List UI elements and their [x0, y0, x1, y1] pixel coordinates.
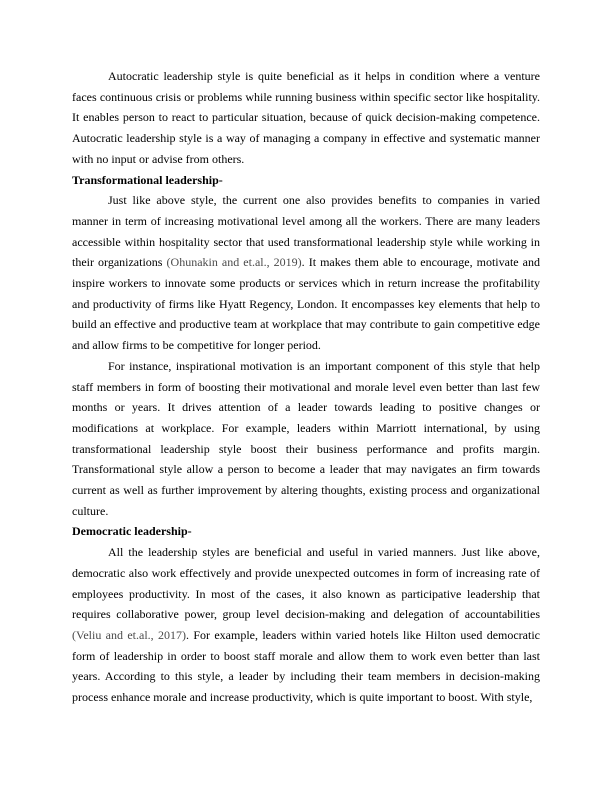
heading-democratic-leadership: Democratic leadership-	[72, 524, 192, 539]
paragraph-democratic	[72, 542, 540, 708]
citation-ohunakin: (Ohunakin and et.al., 2019)	[166, 255, 302, 270]
paragraph-transformational-2: For instance, inspirational motivation is an important component of this style that help staff members in form of boosting their motivational and morale level even better than last few months or years. It drives attention of a leader towards leading to positive changes or modifications at workplace. For example, leaders within Marriott international, by using transformational leadership style boost their business performance and profits margin. Transformational style allow a person to become a leader that may navigates an firm towards current as well as further improvement by altering thoughts, existing process and organizational culture.	[72, 358, 540, 518]
citation-veliu: (Veliu and et.al., 2017)	[72, 627, 186, 642]
paragraph-autocratic: Autocratic leadership style is quite beneficial as it helps in condition where a venture faces continuous crisis or problems while running business within specific sector like hospitality. It enables person to react to particular situation, because of quick decision-making competence. Autocratic leadership style is a way of managing a company in effective and systematic manner with no input or advise from others.	[72, 69, 540, 166]
heading-transformational-leadership: Transformational leadership-	[72, 172, 223, 187]
paragraph-text: Just like above style, the current one also provides benefits to companies in varied manner in term of increasing motivational level among all the workers. There are many leaders accessible within hospitality sector that used transformational leadership style while working in their organizations	[72, 193, 540, 270]
paragraph-text: . For example, leaders within varied hotels like Hilton used democratic form of leadership in order to boost staff morale and allow them to work even better than last years. According to this style, a leader by including their team members in decision-making process enhance morale and increase productivity, which is quite important to boost. With style,	[72, 627, 540, 705]
document-page	[72, 66, 540, 708]
paragraph-transformational-1	[72, 190, 540, 356]
paragraph-text: All the leadership styles are beneficial and useful in varied manners. Just like above, democratic also work effectively and provide unexpected outcomes in form of increasing rate of employees productivity. In most of the cases, it also known as participative leadership that requires collaborative power, group level decision-making and delegation of accountabilities	[72, 545, 540, 622]
paragraph-text: . It makes them able to encourage, motivate and inspire workers to innovate some products or services which in return increase the profitability and productivity of firms like Hyatt Regency, London. It encompasses key elements that help to build an effective and productive team at workplace that may contribute to gain competitive edge and allow firms to be competitive for longer period.	[72, 255, 540, 353]
